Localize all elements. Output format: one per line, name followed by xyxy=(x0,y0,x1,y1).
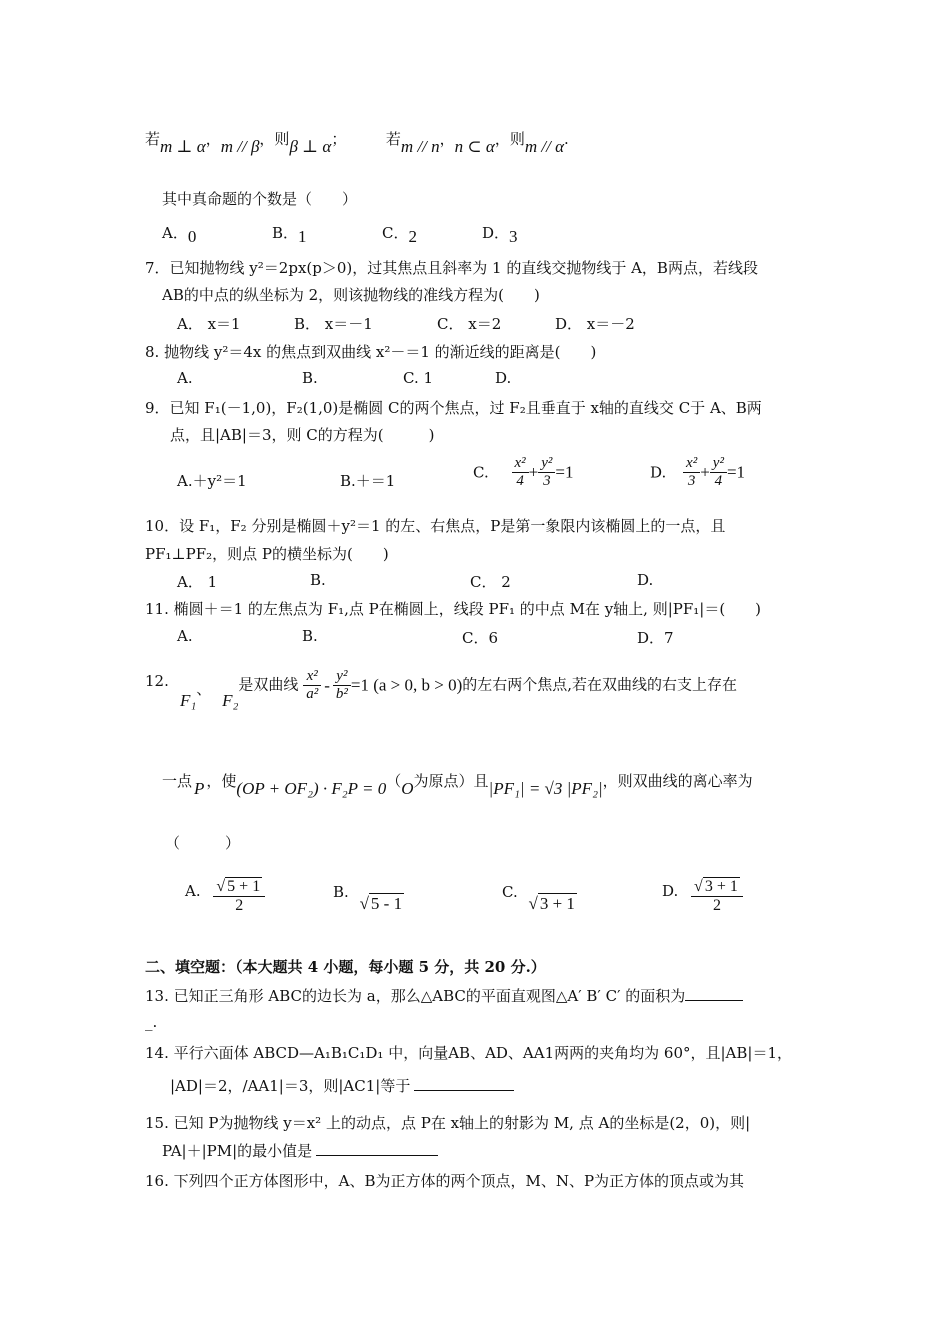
radicand: 3 + 1 xyxy=(539,894,575,913)
option-label: D. xyxy=(662,882,679,900)
fraction-y2-over-4 xyxy=(710,455,727,490)
q13-line1 xyxy=(145,985,743,1006)
q7-line1: 7．已知抛物线 y²＝2px(p＞0)，过其焦点且斜率为 1 的直线交抛物线于 A，B两点，若线段 xyxy=(145,259,758,277)
comma-then: ，则 xyxy=(494,130,525,148)
option-label: D． xyxy=(482,224,510,242)
q15-text: PA|＋|PM|的最小值是 xyxy=(162,1142,313,1160)
option-label: A. xyxy=(185,882,201,900)
q10-line2: PF₁⊥PF₂，则点 P的横坐标为( ) xyxy=(145,545,389,563)
text: ，使 xyxy=(206,772,237,790)
ruo-2: 若 xyxy=(385,130,401,148)
q13-text: 13. 已知正三角形 ABC的边长为 a，那么△ABC的平面直观图△A′ B′ C′ 的面积为 xyxy=(145,987,686,1005)
q10-option-c: C． 2 xyxy=(470,573,511,591)
q11-option-b: B. xyxy=(302,627,318,645)
sqrt-sign: √ xyxy=(694,878,703,895)
denominator: 4 xyxy=(714,473,723,489)
q10-option-d: D. xyxy=(637,571,654,589)
equation-tail: =1 (a > 0, b > 0) xyxy=(350,675,463,695)
equals-one: =1 xyxy=(555,462,574,482)
proposition-line xyxy=(145,128,569,156)
numerator: x² xyxy=(303,668,321,686)
q12-line2 xyxy=(162,770,753,798)
comma: ， xyxy=(205,130,221,148)
q14-text: |AD|＝2，/AA1|＝3，则|AC1|等于 xyxy=(170,1077,411,1095)
q7-option-d: D． x＝－2 xyxy=(555,315,635,333)
origin-o: O xyxy=(401,779,414,798)
numerator: y² xyxy=(333,668,351,686)
option-label: D. xyxy=(650,463,667,482)
expr-m-par-alpha: m // α xyxy=(524,137,565,156)
focal-relation: |PF₁| = √3 |PF₂| xyxy=(488,779,603,798)
q8-option-b: B. xyxy=(302,369,318,387)
ruo-1: 若 xyxy=(145,130,161,148)
q7-option-c: C． x＝2 xyxy=(437,315,502,333)
q6-option-a xyxy=(162,222,197,246)
expr-n-sub-alpha: n ⊂ α xyxy=(454,137,495,156)
text: 一点 xyxy=(162,772,193,790)
denominator: 2 xyxy=(235,897,244,914)
option-label: A． xyxy=(162,224,188,242)
option-value: 1 xyxy=(298,227,307,246)
option-d-fraction xyxy=(691,878,743,915)
q15-line1: 15. 已知 P为抛物线 y＝x² 上的动点，点 P在 x轴上的射影为 M, 点 A的坐标是(2，0)，则| xyxy=(145,1114,751,1132)
q8-option-a: A. xyxy=(177,369,193,387)
q10-option-a: A． 1 xyxy=(177,573,218,591)
option-value: 0 xyxy=(187,227,197,246)
q11-option-c: C．6 xyxy=(462,629,499,647)
q9-option-a: A.＋y²＝1 xyxy=(177,472,247,490)
q9-option-b: B.＋＝1 xyxy=(340,472,396,490)
q12-option-c xyxy=(502,882,577,913)
q12-option-b xyxy=(333,882,404,913)
sqrt-sign: √ xyxy=(359,894,369,913)
semicolon: ； xyxy=(331,130,347,148)
text: ，则双曲线的离心率为 xyxy=(602,772,753,790)
fraction-y2-over-3 xyxy=(538,455,555,490)
q12-text2: 的左右两个焦点,若在双曲线的右支上存在 xyxy=(462,675,738,694)
expr-m-par-beta: m // β xyxy=(220,137,260,156)
q13-line2: _. xyxy=(145,1013,158,1031)
f1-symbol: F₁ xyxy=(180,690,197,710)
q8-line1: 8. 抛物线 y²＝4x 的焦点到双曲线 x²－＝1 的渐近线的距离是( ) xyxy=(145,343,597,361)
q12-option-d xyxy=(662,878,743,915)
fraction-y2-over-b2: $\frac{\text{y²}}{\text{b²}}$ xyxy=(333,668,351,703)
q6-option-d xyxy=(482,222,518,246)
numerator: y² xyxy=(538,455,555,473)
q7-option-b: B． x＝－1 xyxy=(294,315,373,333)
q8-option-d: D. xyxy=(495,369,512,387)
radicand: 5 - 1 xyxy=(370,894,403,913)
equals-one: =1 xyxy=(726,462,746,482)
sqrt-sign: √ xyxy=(528,894,538,913)
text: 为原点）且 xyxy=(413,772,489,790)
point-p: P xyxy=(194,779,205,798)
option-label: B． xyxy=(272,224,299,242)
comma: ， xyxy=(439,130,455,148)
period: . xyxy=(564,130,569,148)
radicand: 3 + 1 xyxy=(704,878,738,895)
q12-option-a xyxy=(185,878,265,915)
q13-answer-blank[interactable] xyxy=(685,986,743,1001)
denominator: 4 xyxy=(516,473,524,489)
q12-text1: 是双曲线 xyxy=(238,675,299,694)
denominator: 3 xyxy=(687,473,696,489)
q9-option-d xyxy=(650,455,745,490)
fraction-x2-over-a2: $\frac{\text{x²}}{\text{a²}}$ xyxy=(303,668,321,703)
q14-answer-blank[interactable] xyxy=(414,1076,514,1091)
q6-option-b xyxy=(272,222,307,246)
q11-option-d: D．7 xyxy=(637,629,674,647)
q12-number: 12. xyxy=(145,672,169,690)
sqrt-sign: √ xyxy=(216,878,226,895)
q14-line1: 14. 平行六面体 ABCD—A₁B₁C₁D₁ 中，向量AB、AD、AA1两两的夹角均为 60°，且|AB|＝1， xyxy=(145,1044,792,1062)
option-a-fraction xyxy=(213,878,265,915)
section-title: 二、填空题：（本大题共 4 小题，每小题 5 分，共 20 分.） xyxy=(145,958,546,976)
option-value: 3 xyxy=(509,227,518,246)
option-label: B. xyxy=(333,883,349,901)
option-label: C. xyxy=(502,883,518,901)
dun-mark: 、 xyxy=(196,679,212,698)
option-b-value xyxy=(360,894,405,913)
q16-line1: 16. 下列四个正方体图形中，A、B为正方体的两个顶点，M、N、P为正方体的顶点或为其 xyxy=(145,1172,745,1190)
q9-line2: 点，且|AB|＝3，则 C的方程为( ) xyxy=(170,426,435,444)
plus-sign: + xyxy=(528,462,539,482)
q14-line2 xyxy=(170,1075,514,1096)
text: （ xyxy=(386,772,402,790)
numerator: x² xyxy=(512,455,529,473)
q7-option-a: A． x＝1 xyxy=(177,315,241,333)
q12-line1 xyxy=(180,668,738,710)
option-c-value xyxy=(529,894,577,913)
q9-line1: 9．已知 F₁(－1,0)，F₂(1,0)是椭圆 C的两个焦点，过 F₂且垂直于 x轴的直线交 C于 A、B两 xyxy=(145,399,762,417)
denominator: 2 xyxy=(712,897,721,914)
q11-line1: 11. 椭圆＋＝1 的左焦点为 F₁,点 P在椭圆上，线段 PF₁ 的中点 M在 y轴上, 则|PF₁|＝( ) xyxy=(145,600,762,618)
expr-m-par-n: m // n xyxy=(400,137,440,156)
numerator: y² xyxy=(710,455,727,473)
q9-option-c xyxy=(473,455,574,490)
q11-option-a: A. xyxy=(177,627,193,645)
q15-line2 xyxy=(162,1140,438,1161)
numerator: x² xyxy=(683,455,700,473)
plus-sign: + xyxy=(700,462,710,482)
q10-line1: 10．设 F₁，F₂ 分别是椭圆＋y²＝1 的左、右焦点，P是第一象限内该椭圆上的一点，且 xyxy=(145,517,726,535)
option-label: C． xyxy=(382,224,409,242)
expr-beta-perp-alpha: β ⊥ α xyxy=(289,137,332,156)
q6-option-c xyxy=(382,222,417,246)
f2-symbol: F₂ xyxy=(222,690,239,710)
option-label: C. xyxy=(473,463,489,482)
expr-m-perp-alpha: m ⊥ α xyxy=(160,137,206,156)
comma-then: ，则 xyxy=(259,130,290,148)
option-value: 2 xyxy=(408,227,417,246)
radicand: 5 + 1 xyxy=(227,878,261,895)
q10-option-b: B. xyxy=(310,571,326,589)
q7-line2: AB的中点的纵坐标为 2，则该抛物线的准线方程为( ) xyxy=(162,286,540,304)
q15-answer-blank[interactable] xyxy=(316,1141,438,1156)
q6-stem: 其中真命题的个数是（ ） xyxy=(162,190,358,208)
fraction-x2-over-3 xyxy=(683,455,700,490)
fraction-x2-over-4 xyxy=(512,455,529,490)
q12-answer-paren: （ ） xyxy=(165,834,241,852)
denominator: 3 xyxy=(543,473,551,489)
q8-option-c: C. 1 xyxy=(403,369,434,387)
vector-condition: (OP + OF₂) · F₂P = 0 xyxy=(236,779,387,798)
minus-sign: - xyxy=(324,675,330,695)
